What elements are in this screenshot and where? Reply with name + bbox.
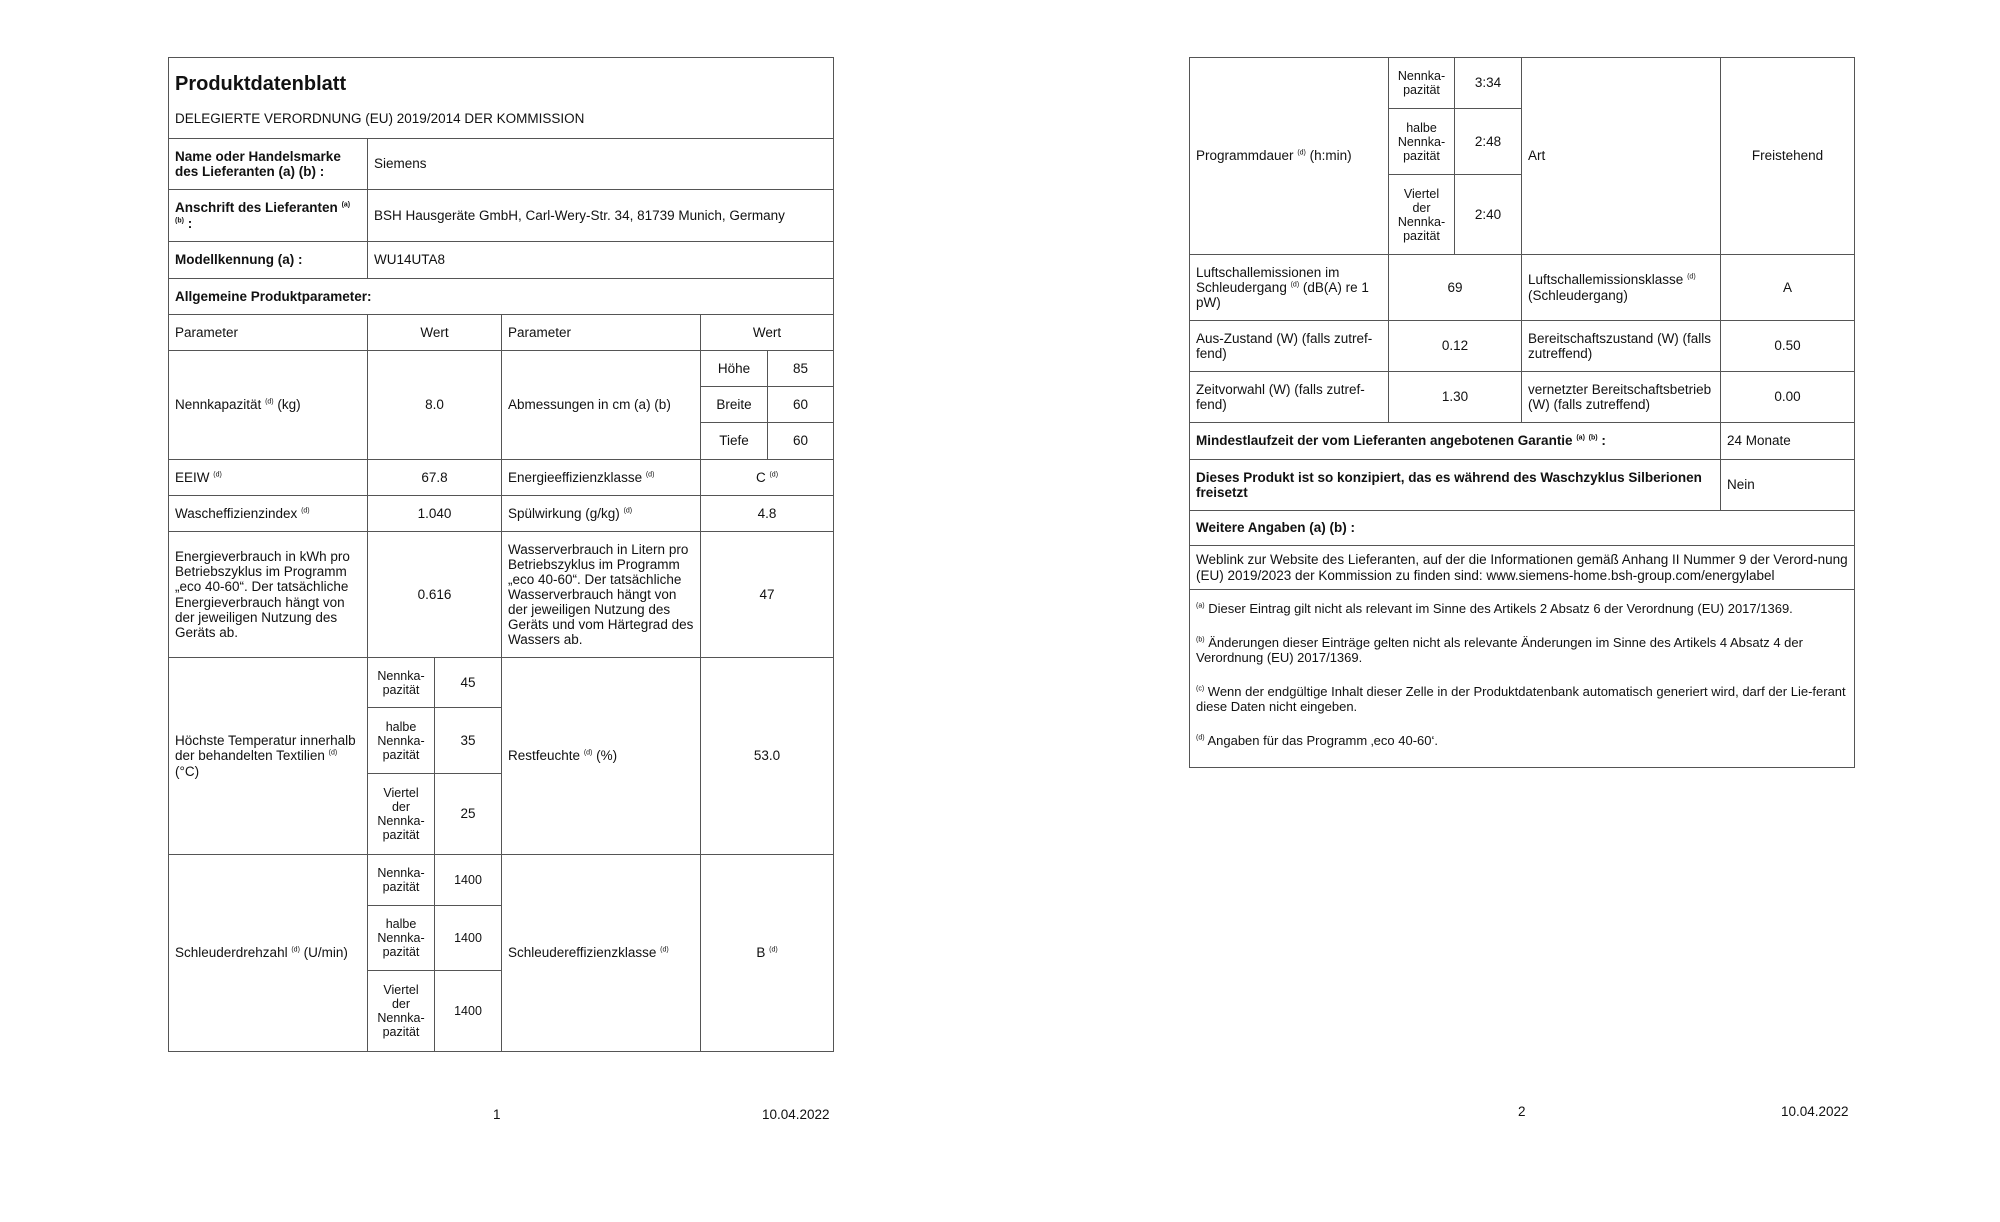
footnote-ref-b: (b) [175, 217, 184, 224]
silver-ions-value: Nein [1721, 460, 1855, 511]
eeiw-value: 67.8 [368, 460, 502, 496]
footnote-ref-a: (a) [341, 201, 351, 209]
footnote-c [1196, 685, 1848, 715]
footnote-ref-d: (d) [1687, 273, 1696, 281]
depth-label: Tiefe [701, 423, 768, 460]
max-temp-unit: (°C) [175, 763, 200, 779]
washing-index-label-cell [169, 496, 368, 532]
spin-full-value: 1400 [435, 855, 502, 906]
max-temp-label: Höchste Temperatur innerhalb der behandelten Textilien [175, 733, 356, 764]
spin-class-value-cell [701, 855, 834, 1052]
temp-cap-full-label: Nennka-pazität [368, 658, 435, 708]
rinsing-label-cell [502, 496, 701, 532]
width-value: 60 [768, 387, 834, 423]
energy-consumption-label: Energieverbrauch in kWh pro Betriebszyklus im Programm „eco 40-60“. Der tatsächliche Energieverbrauch hängt von der jeweiligen Nutzung des Geräts ab. [169, 532, 368, 658]
temp-quarter-value: 25 [435, 774, 502, 855]
rinsing-label: Spülwirkung (g/kg) [508, 505, 620, 521]
moisture-value: 53.0 [701, 658, 834, 855]
col-header-parameter-2: Parameter [502, 315, 701, 351]
noise-class-value: A [1721, 255, 1855, 321]
footnote-ref-d: (d) [265, 398, 274, 406]
delay-start-label: Zeitvorwahl (W) (falls zutref-fend) [1190, 372, 1389, 423]
spin-quarter-value: 1400 [435, 971, 502, 1052]
energy-consumption-value: 0.616 [368, 532, 502, 658]
moisture-label-cell [502, 658, 701, 855]
duration-half-value: 2:48 [1455, 109, 1522, 175]
silver-ions-label: Dieses Produkt ist so konzipiert, das es während des Waschzyklus Silberionen freisetzt [1190, 460, 1721, 511]
footnote-d-mark: (d) [1196, 734, 1205, 742]
delay-start-value: 1.30 [1389, 372, 1522, 423]
noise-label-cell [1190, 255, 1389, 321]
noise-value: 69 [1389, 255, 1522, 321]
col-header-value-1: Wert [368, 315, 502, 351]
rated-capacity-label: Nennkapazität [175, 397, 262, 413]
spin-class-value: B [756, 945, 766, 961]
supplier-label: Name oder Handelsmarke des Lieferanten (a) (b) : [169, 139, 368, 190]
footnote-ref-d: (d) [583, 749, 593, 757]
page-number: 2 [1518, 1104, 1526, 1119]
further-info-heading: Weitere Angaben (a) (b) : [1190, 511, 1855, 546]
footnote-b-text: Änderungen dieser Einträge gelten nicht als relevante Änderungen im Sinne des Artikels 4 Absatz 4 der Verordnung (EU) 2017/1369. [1196, 634, 1803, 665]
address-label: Anschrift des Lieferanten [175, 200, 338, 216]
off-mode-value: 0.12 [1389, 321, 1522, 372]
energy-class-value: C [755, 469, 766, 485]
footnote-ref-d: (d) [645, 471, 655, 479]
moisture-unit: (%) [596, 748, 618, 764]
noise-label: Luftschallemissionen im Schleudergang [1196, 264, 1340, 295]
address-value: BSH Hausgeräte GmbH, Carl-Wery-Str. 34, 81739 Munich, Germany [368, 190, 834, 242]
footnote-ref-d: (d) [769, 946, 778, 954]
dimensions-label: Abmessungen in cm (a) (b) [502, 351, 701, 460]
footnote-ref-d: (d) [660, 946, 669, 954]
rinsing-value: 4.8 [701, 496, 834, 532]
col-header-value-2: Wert [701, 315, 834, 351]
page-number: 1 [493, 1107, 501, 1122]
eeiw-label-cell [169, 460, 368, 496]
spin-label: Schleuderdrehzahl [175, 945, 288, 961]
networked-standby-label: vernetzter Bereitschaftsbetrieb (W) (falls zutreffend) [1522, 372, 1721, 423]
footnote-d [1196, 734, 1848, 749]
footnotes-cell [1190, 590, 1855, 768]
height-label: Höhe [701, 351, 768, 387]
footnote-a-text: Dieser Eintrag gilt nicht als relevant im Sinne des Artikels 2 Absatz 6 der Verordnung (EU) 2017/1369. [1208, 601, 1793, 616]
regulation-text: DELEGIERTE VERORDNUNG (EU) 2019/2014 DER KOMMISSION [175, 111, 585, 127]
spin-label-cell [169, 855, 368, 1052]
sheet-title: Produktdatenblatt [175, 73, 347, 96]
temp-full-value: 45 [435, 658, 502, 708]
spin-class-label: Schleudereffizienzklasse [508, 945, 657, 961]
footnote-a-mark: (a) [1196, 602, 1205, 610]
page-date: 10.04.2022 [762, 1107, 830, 1122]
guarantee-label-tail: : [1601, 433, 1606, 449]
temp-half-value: 35 [435, 708, 502, 774]
product-data-sheet-table [168, 57, 834, 1052]
spin-cap-full-label: Nennka-pazität [368, 855, 435, 906]
duration-cap-half-label: halbe Nennka-pazität [1389, 109, 1455, 175]
duration-quarter-value: 2:40 [1455, 175, 1522, 255]
duration-full-value: 3:34 [1455, 58, 1522, 109]
temp-cap-quarter-label: Viertel der Nennka-pazität [368, 774, 435, 855]
rated-capacity-value: 8.0 [368, 351, 502, 460]
footnote-ref-d: (d) [291, 946, 300, 954]
spin-cap-quarter-label: Viertel der Nennka-pazität [368, 971, 435, 1052]
footnote-ref-d: (d) [301, 507, 310, 515]
noise-class-sublabel: (Schleudergang) [1528, 287, 1628, 303]
footnote-ref-a: (a) [1576, 434, 1585, 442]
supplier-value: Siemens [368, 139, 834, 190]
off-mode-label: Aus-Zustand (W) (falls zutref-fend) [1190, 321, 1389, 372]
washing-index-label: Wascheffizienzindex [175, 505, 298, 521]
spin-half-value: 1400 [435, 906, 502, 971]
energy-class-label: Energieeffizienzklasse [508, 469, 643, 485]
temp-cap-half-label: halbe Nennka-pazität [368, 708, 435, 774]
footnote-c-text: Wenn der endgültige Inhalt dieser Zelle in der Produktdatenbank automatisch generiert wird, darf der Lie-ferant diese Daten nicht eingeben. [1196, 683, 1846, 714]
duration-cap-full-label: Nennka-pazität [1389, 58, 1455, 109]
water-consumption-label: Wasserverbrauch in Litern pro Betriebszyklus im Programm „eco 40-60“. Der tatsächliche Wasserverbrauch hängt von der jeweiligen Nutzung des Geräts und vom Härtegrad des Wassers ab. [502, 532, 701, 658]
footnote-ref-d: (d) [1297, 149, 1306, 157]
networked-standby-value: 0.00 [1721, 372, 1855, 423]
spin-unit: (U/min) [303, 945, 348, 961]
footnote-b [1196, 636, 1848, 666]
program-duration-label-cell [1190, 58, 1389, 255]
max-temp-label-cell [169, 658, 368, 855]
footnote-ref-d: (d) [1290, 281, 1300, 289]
page-2 [1000, 0, 2000, 1222]
guarantee-label-cell [1190, 423, 1721, 460]
spin-cap-half-label: halbe Nennka-pazität [368, 906, 435, 971]
page-date: 10.04.2022 [1781, 1104, 1849, 1119]
energy-class-value-cell [701, 460, 834, 496]
program-duration-label: Programmdauer [1196, 148, 1294, 164]
footnote-d-text: Angaben für das Programm ‚eco 40-60‘. [1207, 732, 1438, 748]
address-label-tail: : [187, 215, 193, 231]
standby-label: Bereitschaftszustand (W) (falls zutreffend) [1522, 321, 1721, 372]
spin-class-label-cell [502, 855, 701, 1052]
footnote-ref-d: (d) [328, 749, 338, 757]
noise-unit: (dB(A) re 1 pW) [1196, 279, 1369, 311]
noise-class-label: Luftschallemissionsklasse [1528, 272, 1684, 288]
footnote-ref-d: (d) [769, 471, 779, 479]
footnote-c-mark: (c) [1196, 685, 1205, 693]
rated-capacity-label-cell [169, 351, 368, 460]
model-value: WU14UTA8 [368, 242, 834, 279]
noise-class-label-cell [1522, 255, 1721, 321]
footnote-a [1196, 602, 1848, 617]
program-duration-unit: (h:min) [1309, 148, 1352, 164]
height-value: 85 [768, 351, 834, 387]
weblink-text: Weblink zur Website des Lieferanten, auf der die Informationen gemäß Anhang II Nummer 9 der Verord-nung (EU) 2019/2023 der Kommission zu finden sind: www.siemens-home.bsh-group.com/energylabel [1190, 546, 1855, 590]
model-label: Modellkennung (a) : [169, 242, 368, 279]
footnote-ref-b: (b) [1588, 434, 1598, 442]
guarantee-label: Mindestlaufzeit der vom Lieferanten angebotenen Garantie [1196, 433, 1573, 449]
type-value: Freistehend [1721, 58, 1855, 255]
rated-capacity-unit: (kg) [277, 397, 301, 413]
standby-value: 0.50 [1721, 321, 1855, 372]
water-consumption-value: 47 [701, 532, 834, 658]
energy-class-label-cell [502, 460, 701, 496]
width-label: Breite [701, 387, 768, 423]
guarantee-value: 24 Monate [1721, 423, 1855, 460]
footnote-ref-d: (d) [623, 507, 633, 515]
type-label: Art [1522, 58, 1721, 255]
duration-cap-quarter-label: Viertel der Nennka-pazität [1389, 175, 1455, 255]
footnote-b-mark: (b) [1196, 636, 1205, 644]
eeiw-label: EEIW [175, 469, 210, 485]
address-label-cell [169, 190, 368, 242]
washing-index-value: 1.040 [368, 496, 502, 532]
product-data-sheet-table-continued [1189, 57, 1855, 768]
col-header-parameter-1: Parameter [169, 315, 368, 351]
depth-value: 60 [768, 423, 834, 460]
footnote-ref-d: (d) [213, 471, 222, 479]
general-parameters-heading: Allgemeine Produktparameter: [169, 279, 834, 315]
moisture-label: Restfeuchte [508, 748, 581, 764]
